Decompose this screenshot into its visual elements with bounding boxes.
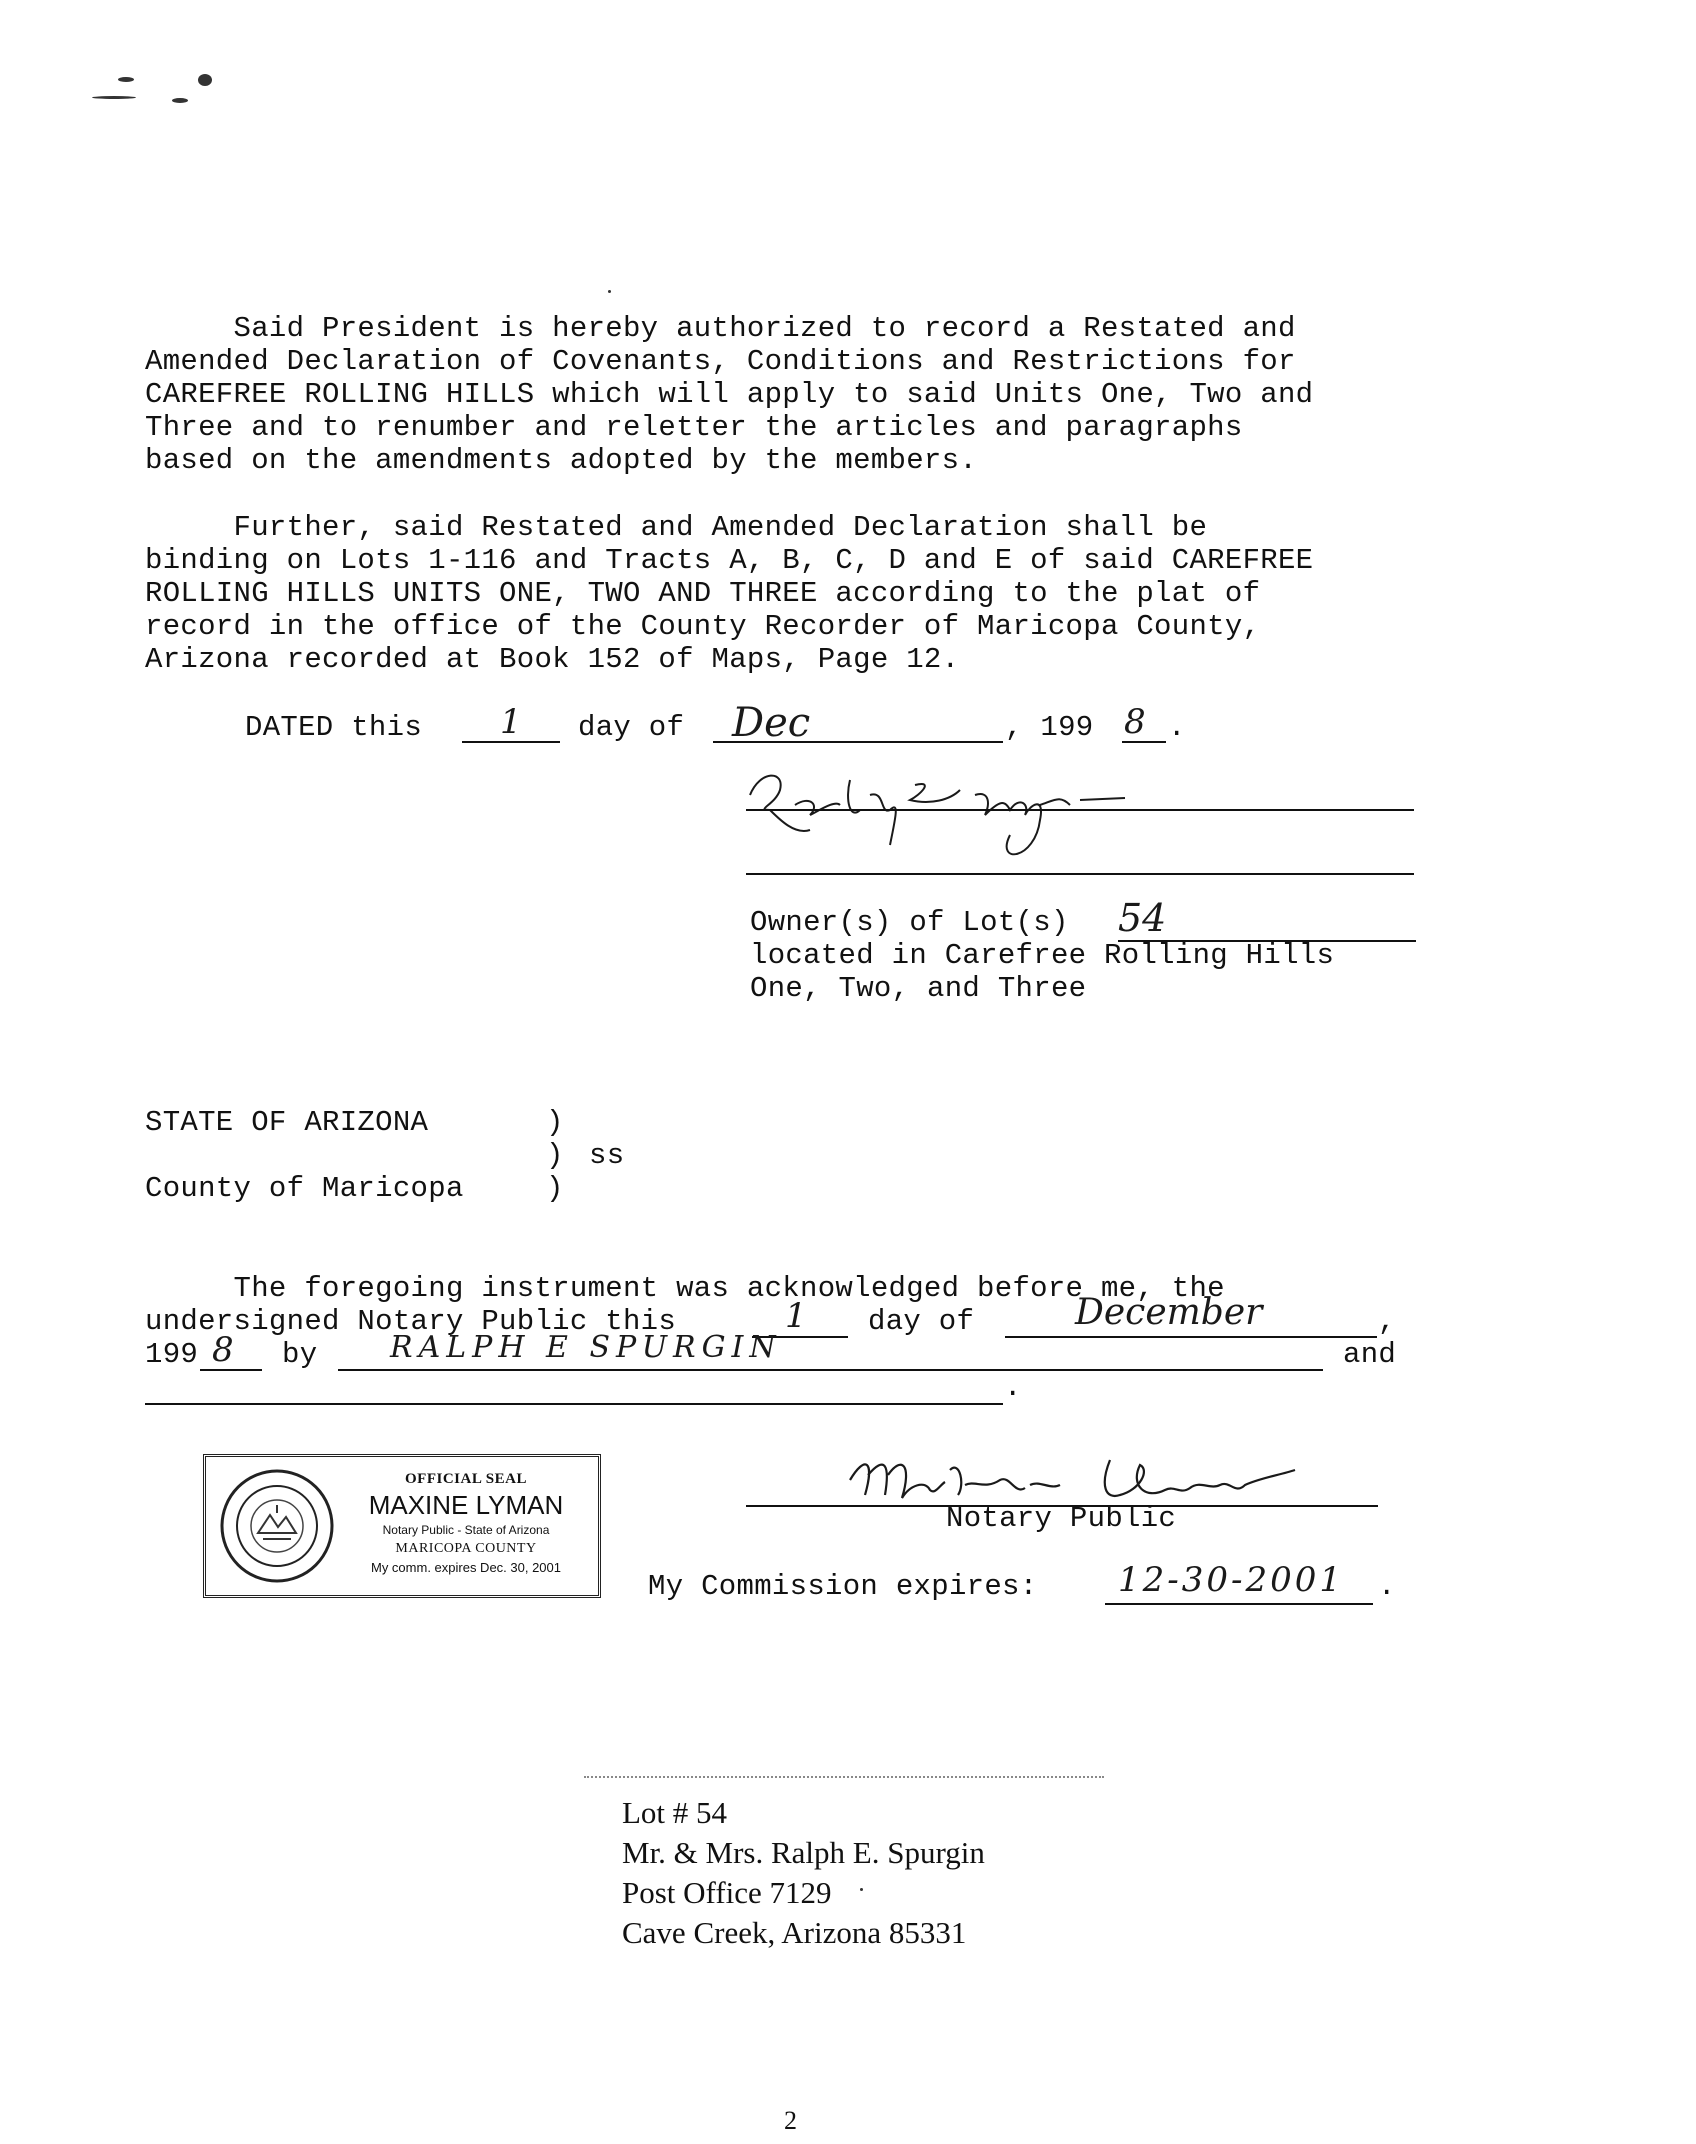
text-line: Said President is hereby authorized to record a Restated and — [145, 312, 1296, 345]
commission-period: . — [1378, 1570, 1396, 1603]
seal-county: MARICOPA COUNTY — [395, 1541, 537, 1556]
ack-second-party-blank — [145, 1403, 1003, 1405]
notary-title: Notary Public — [946, 1502, 1177, 1535]
faint-dotted-line — [584, 1776, 1104, 1778]
day-handwritten: 1 — [500, 702, 522, 742]
owner-lot-label: Owner(s) of Lot(s) — [750, 906, 1069, 939]
notary-seal-stamp — [203, 1454, 601, 1598]
lot-handwritten: 54 — [1118, 896, 1167, 940]
ack-year-prefix: 199 — [145, 1338, 199, 1371]
venue-state: STATE OF ARIZONA — [145, 1106, 429, 1139]
paragraph-authorization — [145, 312, 1313, 477]
text-line: binding on Lots 1-116 and Tracts A, B, C, D and E of said CAREFREE — [145, 544, 1314, 577]
venue-paren: ) — [546, 1106, 564, 1139]
text-line: Arizona recorded at Book 152 of Maps, Page 12. — [145, 643, 960, 676]
scan-speck — [92, 96, 136, 99]
ack-by: by — [282, 1338, 318, 1371]
scan-speck — [608, 290, 611, 293]
address-po-box: Post Office 7129 — [622, 1875, 832, 1910]
paragraph-binding — [145, 511, 1313, 676]
ack-day-handwritten: 1 — [785, 1296, 807, 1336]
page-number: 2 — [784, 2106, 797, 2135]
seal-expires: My comm. expires Dec. 30, 2001 — [370, 1560, 562, 1575]
text-line: ROLLING HILLS UNITS ONE, TWO AND THREE according to the plat of — [145, 577, 1261, 610]
ack-month-handwritten: December — [1075, 1292, 1263, 1333]
venue-paren: ) — [546, 1139, 564, 1172]
arizona-seal-icon — [218, 1467, 336, 1585]
acknowledgment-line: The foregoing instrument was acknowledged before me, the — [145, 1272, 1225, 1305]
owner-units-line: One, Two, and Three — [750, 972, 1087, 1005]
owner-location-line: located in Carefree Rolling Hills — [750, 939, 1335, 972]
text-line: Further, said Restated and Amended Declaration shall be — [145, 511, 1208, 544]
ack-and: and — [1343, 1338, 1397, 1371]
commission-label: My Commission expires: — [648, 1570, 1038, 1603]
text-line: Amended Declaration of Covenants, Conditions and Restrictions for — [145, 345, 1296, 378]
text-line: record in the office of the County Recorder of Maricopa County, — [145, 610, 1261, 643]
ack-period: . — [1004, 1371, 1022, 1404]
owner-second-line — [746, 873, 1414, 875]
owner-signature-line — [746, 809, 1414, 811]
seal-official-label: OFFICIAL SEAL — [405, 1471, 527, 1487]
address-name: Mr. & Mrs. Ralph E. Spurgin — [622, 1835, 985, 1870]
scan-speck — [860, 1888, 863, 1891]
month-handwritten: Dec — [732, 700, 811, 746]
venue-county: County of Maricopa — [145, 1172, 464, 1205]
seal-state-line: Notary Public - State of Arizona — [382, 1523, 550, 1537]
address-city: Cave Creek, Arizona 85331 — [622, 1915, 967, 1950]
day-of-label: day of — [578, 711, 685, 744]
seal-name: MAXINE LYMAN — [368, 1490, 564, 1520]
text-line: CAREFREE ROLLING HILLS which will apply to said Units One, Two and — [145, 378, 1314, 411]
ack-year-handwritten: 8 — [212, 1330, 234, 1370]
ack-name-handwritten: RALPH E SPURGIN — [390, 1330, 782, 1365]
ack-day-of: day of — [868, 1305, 975, 1338]
scan-speck — [118, 77, 134, 82]
ack-name-blank — [338, 1369, 1323, 1371]
year-prefix: , 199 — [1005, 711, 1094, 744]
scan-speck — [198, 74, 212, 86]
venue-paren: ) — [546, 1172, 564, 1205]
text-line: based on the amendments adopted by the members. — [145, 444, 978, 477]
venue-ss: ss — [589, 1139, 625, 1172]
year-handwritten: 8 — [1124, 702, 1146, 742]
dated-period: . — [1168, 711, 1186, 744]
commission-handwritten: 12-30-2001 — [1118, 1560, 1345, 1600]
dated-label: DATED this — [245, 711, 423, 744]
scan-speck — [172, 98, 188, 103]
ack-comma: , — [1378, 1305, 1396, 1338]
commission-blank — [1105, 1603, 1373, 1605]
address-lot: Lot # 54 — [622, 1795, 728, 1830]
acknowledgment-line: undersigned Notary Public this — [145, 1305, 677, 1338]
text-line: Three and to renumber and reletter the articles and paragraphs — [145, 411, 1243, 444]
ack-month-blank — [1005, 1336, 1377, 1338]
